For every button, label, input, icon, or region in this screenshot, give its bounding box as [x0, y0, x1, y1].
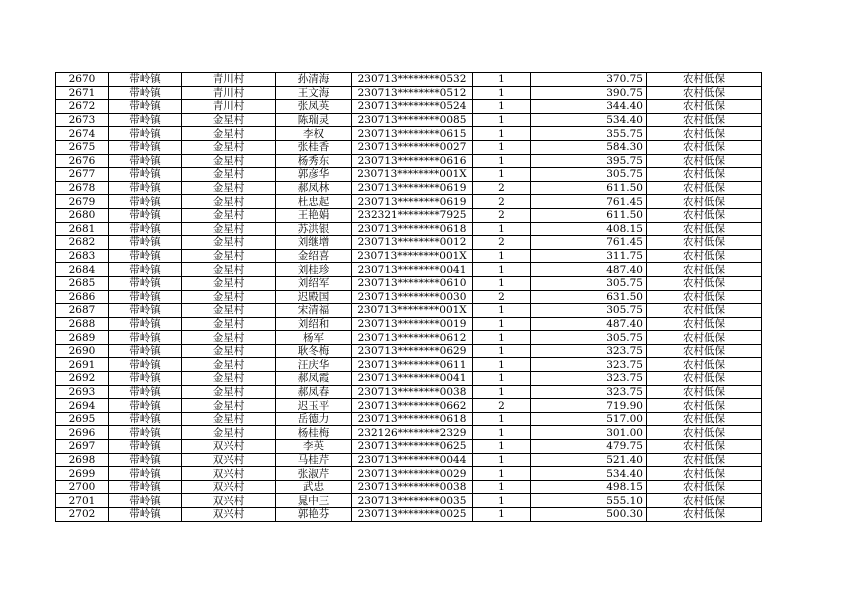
village-cell: 金星村 — [182, 236, 276, 250]
village-cell: 青川村 — [182, 73, 276, 87]
row-number-cell: 2681 — [56, 222, 109, 236]
town-cell: 带岭镇 — [109, 73, 182, 87]
household-count-cell: 1 — [473, 140, 531, 154]
assistance-type-cell: 农村低保 — [647, 508, 762, 522]
id-number-cell: 230713********001X — [352, 168, 473, 182]
person-name-cell: 王艳娟 — [276, 208, 352, 222]
table-row — [56, 100, 762, 114]
household-count-cell: 1 — [473, 344, 531, 358]
village-cell: 双兴村 — [182, 494, 276, 508]
village-cell: 金星村 — [182, 331, 276, 345]
row-number-cell: 2699 — [56, 467, 109, 481]
row-number-cell: 2687 — [56, 304, 109, 318]
person-name-cell: 耿冬梅 — [276, 344, 352, 358]
id-number-cell: 230713********0611 — [352, 358, 473, 372]
household-count-cell: 1 — [473, 317, 531, 331]
row-number-cell: 2678 — [56, 181, 109, 195]
village-cell: 金星村 — [182, 222, 276, 236]
table-row — [56, 290, 762, 304]
table-row — [56, 304, 762, 318]
amount-cell: 555.10 — [531, 494, 647, 508]
household-count-cell: 1 — [473, 358, 531, 372]
id-number-cell: 230713********0512 — [352, 86, 473, 100]
amount-cell: 498.15 — [531, 480, 647, 494]
id-number-cell: 230713********0615 — [352, 127, 473, 141]
household-count-cell: 1 — [473, 453, 531, 467]
household-count-cell: 2 — [473, 208, 531, 222]
household-count-cell: 1 — [473, 440, 531, 454]
id-number-cell: 230713********0019 — [352, 317, 473, 331]
household-count-cell: 1 — [473, 100, 531, 114]
amount-cell: 323.75 — [531, 358, 647, 372]
household-count-cell: 2 — [473, 236, 531, 250]
table-row — [56, 372, 762, 386]
town-cell: 带岭镇 — [109, 168, 182, 182]
assistance-type-cell: 农村低保 — [647, 208, 762, 222]
table-row — [56, 222, 762, 236]
table-row — [56, 494, 762, 508]
town-cell: 带岭镇 — [109, 344, 182, 358]
village-cell: 金星村 — [182, 181, 276, 195]
village-cell: 金星村 — [182, 290, 276, 304]
table-row — [56, 140, 762, 154]
household-count-cell: 1 — [473, 276, 531, 290]
person-name-cell: 迟玉平 — [276, 399, 352, 413]
id-number-cell: 230713********0618 — [352, 222, 473, 236]
village-cell: 青川村 — [182, 86, 276, 100]
assistance-type-cell: 农村低保 — [647, 399, 762, 413]
person-name-cell: 杨桂梅 — [276, 426, 352, 440]
table-row — [56, 317, 762, 331]
row-number-cell: 2679 — [56, 195, 109, 209]
town-cell: 带岭镇 — [109, 113, 182, 127]
person-name-cell: 宋清福 — [276, 304, 352, 318]
household-count-cell: 1 — [473, 331, 531, 345]
village-cell: 金星村 — [182, 344, 276, 358]
assistance-type-cell: 农村低保 — [647, 331, 762, 345]
village-cell: 金星村 — [182, 399, 276, 413]
village-cell: 金星村 — [182, 317, 276, 331]
person-name-cell: 李权 — [276, 127, 352, 141]
assistance-type-cell: 农村低保 — [647, 236, 762, 250]
assistance-type-cell: 农村低保 — [647, 154, 762, 168]
person-name-cell: 郝凤霞 — [276, 372, 352, 386]
table-row — [56, 453, 762, 467]
village-cell: 金星村 — [182, 263, 276, 277]
assistance-type-cell: 农村低保 — [647, 86, 762, 100]
assistance-type-cell: 农村低保 — [647, 195, 762, 209]
amount-cell: 479.75 — [531, 440, 647, 454]
assistance-type-cell: 农村低保 — [647, 113, 762, 127]
table-row — [56, 208, 762, 222]
table-row — [56, 331, 762, 345]
town-cell: 带岭镇 — [109, 453, 182, 467]
village-cell: 金星村 — [182, 412, 276, 426]
amount-cell: 395.75 — [531, 154, 647, 168]
household-count-cell: 1 — [473, 168, 531, 182]
town-cell: 带岭镇 — [109, 86, 182, 100]
town-cell: 带岭镇 — [109, 440, 182, 454]
household-count-cell: 1 — [473, 304, 531, 318]
assistance-type-cell: 农村低保 — [647, 263, 762, 277]
row-number-cell: 2700 — [56, 480, 109, 494]
amount-cell: 487.40 — [531, 317, 647, 331]
row-number-cell: 2671 — [56, 86, 109, 100]
row-number-cell: 2696 — [56, 426, 109, 440]
row-number-cell: 2682 — [56, 236, 109, 250]
village-cell: 双兴村 — [182, 480, 276, 494]
person-name-cell: 晁中三 — [276, 494, 352, 508]
household-count-cell: 2 — [473, 195, 531, 209]
table-row — [56, 113, 762, 127]
table-row — [56, 168, 762, 182]
town-cell: 带岭镇 — [109, 467, 182, 481]
table-row — [56, 236, 762, 250]
amount-cell: 301.00 — [531, 426, 647, 440]
village-cell: 金星村 — [182, 276, 276, 290]
id-number-cell: 230713********0662 — [352, 399, 473, 413]
table-row — [56, 467, 762, 481]
household-count-cell: 1 — [473, 508, 531, 522]
town-cell: 带岭镇 — [109, 399, 182, 413]
household-count-cell: 1 — [473, 412, 531, 426]
amount-cell: 305.75 — [531, 331, 647, 345]
amount-cell: 408.15 — [531, 222, 647, 236]
amount-cell: 487.40 — [531, 263, 647, 277]
person-name-cell: 张桂香 — [276, 140, 352, 154]
id-number-cell: 230713********0619 — [352, 181, 473, 195]
table-row — [56, 276, 762, 290]
table-row — [56, 195, 762, 209]
household-count-cell: 2 — [473, 181, 531, 195]
person-name-cell: 刘绍军 — [276, 276, 352, 290]
assistance-type-cell: 农村低保 — [647, 140, 762, 154]
id-number-cell: 230713********0618 — [352, 412, 473, 426]
town-cell: 带岭镇 — [109, 426, 182, 440]
row-number-cell: 2673 — [56, 113, 109, 127]
person-name-cell: 武忠 — [276, 480, 352, 494]
village-cell: 金星村 — [182, 426, 276, 440]
assistance-type-cell: 农村低保 — [647, 304, 762, 318]
amount-cell: 390.75 — [531, 86, 647, 100]
household-count-cell: 1 — [473, 222, 531, 236]
assistance-type-cell: 农村低保 — [647, 372, 762, 386]
household-count-cell: 1 — [473, 113, 531, 127]
table-row — [56, 508, 762, 522]
id-number-cell: 230713********0030 — [352, 290, 473, 304]
village-cell: 金星村 — [182, 304, 276, 318]
town-cell: 带岭镇 — [109, 317, 182, 331]
household-count-cell: 1 — [473, 263, 531, 277]
amount-cell: 611.50 — [531, 181, 647, 195]
assistance-type-cell: 农村低保 — [647, 344, 762, 358]
table-row — [56, 480, 762, 494]
row-number-cell: 2688 — [56, 317, 109, 331]
assistance-type-cell: 农村低保 — [647, 385, 762, 399]
amount-cell: 323.75 — [531, 344, 647, 358]
village-cell: 金星村 — [182, 168, 276, 182]
id-number-cell: 232321********7925 — [352, 208, 473, 222]
row-number-cell: 2686 — [56, 290, 109, 304]
assistance-type-cell: 农村低保 — [647, 453, 762, 467]
row-number-cell: 2676 — [56, 154, 109, 168]
assistance-type-cell: 农村低保 — [647, 412, 762, 426]
town-cell: 带岭镇 — [109, 494, 182, 508]
row-number-cell: 2691 — [56, 358, 109, 372]
town-cell: 带岭镇 — [109, 372, 182, 386]
assistance-type-cell: 农村低保 — [647, 426, 762, 440]
table-row — [56, 263, 762, 277]
town-cell: 带岭镇 — [109, 208, 182, 222]
id-number-cell: 230713********0038 — [352, 385, 473, 399]
town-cell: 带岭镇 — [109, 412, 182, 426]
amount-cell: 355.75 — [531, 127, 647, 141]
table-row — [56, 385, 762, 399]
village-cell: 青川村 — [182, 100, 276, 114]
row-number-cell: 2675 — [56, 140, 109, 154]
id-number-cell: 230713********0524 — [352, 100, 473, 114]
person-name-cell: 苏洪银 — [276, 222, 352, 236]
town-cell: 带岭镇 — [109, 154, 182, 168]
assistance-type-cell: 农村低保 — [647, 480, 762, 494]
person-name-cell: 郝凤春 — [276, 385, 352, 399]
assistance-type-cell: 农村低保 — [647, 276, 762, 290]
household-count-cell: 1 — [473, 426, 531, 440]
household-count-cell: 1 — [473, 127, 531, 141]
id-number-cell: 230713********0616 — [352, 154, 473, 168]
town-cell: 带岭镇 — [109, 508, 182, 522]
id-number-cell: 230713********0619 — [352, 195, 473, 209]
town-cell: 带岭镇 — [109, 140, 182, 154]
village-cell: 金星村 — [182, 208, 276, 222]
household-count-cell: 1 — [473, 385, 531, 399]
id-number-cell: 230713********0532 — [352, 73, 473, 87]
village-cell: 金星村 — [182, 372, 276, 386]
town-cell: 带岭镇 — [109, 249, 182, 263]
assistance-type-cell: 农村低保 — [647, 467, 762, 481]
town-cell: 带岭镇 — [109, 276, 182, 290]
town-cell: 带岭镇 — [109, 181, 182, 195]
row-number-cell: 2685 — [56, 276, 109, 290]
amount-cell: 500.30 — [531, 508, 647, 522]
person-name-cell: 汪庆华 — [276, 358, 352, 372]
row-number-cell: 2698 — [56, 453, 109, 467]
row-number-cell: 2690 — [56, 344, 109, 358]
village-cell: 双兴村 — [182, 508, 276, 522]
id-number-cell: 230713********0041 — [352, 372, 473, 386]
id-number-cell: 230713********0029 — [352, 467, 473, 481]
town-cell: 带岭镇 — [109, 480, 182, 494]
id-number-cell: 230713********001X — [352, 304, 473, 318]
row-number-cell: 2702 — [56, 508, 109, 522]
person-name-cell: 杜忠起 — [276, 195, 352, 209]
table-row — [56, 412, 762, 426]
row-number-cell: 2689 — [56, 331, 109, 345]
amount-cell: 344.40 — [531, 100, 647, 114]
town-cell: 带岭镇 — [109, 236, 182, 250]
town-cell: 带岭镇 — [109, 100, 182, 114]
assistance-type-cell: 农村低保 — [647, 127, 762, 141]
table-row — [56, 344, 762, 358]
assistance-type-cell: 农村低保 — [647, 222, 762, 236]
amount-cell: 323.75 — [531, 385, 647, 399]
table-row — [56, 249, 762, 263]
row-number-cell: 2693 — [56, 385, 109, 399]
town-cell: 带岭镇 — [109, 263, 182, 277]
person-name-cell: 马桂芹 — [276, 453, 352, 467]
household-count-cell: 1 — [473, 494, 531, 508]
row-number-cell: 2697 — [56, 440, 109, 454]
table-row — [56, 426, 762, 440]
person-name-cell: 郭艳芬 — [276, 508, 352, 522]
person-name-cell: 岳德力 — [276, 412, 352, 426]
town-cell: 带岭镇 — [109, 358, 182, 372]
assistance-type-cell: 农村低保 — [647, 440, 762, 454]
household-count-cell: 1 — [473, 154, 531, 168]
amount-cell: 323.75 — [531, 372, 647, 386]
row-number-cell: 2684 — [56, 263, 109, 277]
household-count-cell: 1 — [473, 73, 531, 87]
relief-roster-table — [55, 72, 762, 522]
town-cell: 带岭镇 — [109, 331, 182, 345]
id-number-cell: 230713********0025 — [352, 508, 473, 522]
amount-cell: 521.40 — [531, 453, 647, 467]
amount-cell: 370.75 — [531, 73, 647, 87]
row-number-cell: 2695 — [56, 412, 109, 426]
assistance-type-cell: 农村低保 — [647, 494, 762, 508]
person-name-cell: 杨军 — [276, 331, 352, 345]
table-row — [56, 86, 762, 100]
town-cell: 带岭镇 — [109, 385, 182, 399]
household-count-cell: 1 — [473, 467, 531, 481]
table-body — [56, 73, 762, 522]
person-name-cell: 刘绍和 — [276, 317, 352, 331]
assistance-type-cell: 农村低保 — [647, 317, 762, 331]
village-cell: 金星村 — [182, 140, 276, 154]
town-cell: 带岭镇 — [109, 304, 182, 318]
amount-cell: 305.75 — [531, 168, 647, 182]
amount-cell: 631.50 — [531, 290, 647, 304]
town-cell: 带岭镇 — [109, 195, 182, 209]
table-row — [56, 181, 762, 195]
assistance-type-cell: 农村低保 — [647, 290, 762, 304]
person-name-cell: 孙清海 — [276, 73, 352, 87]
household-count-cell: 1 — [473, 480, 531, 494]
assistance-type-cell: 农村低保 — [647, 181, 762, 195]
row-number-cell: 2672 — [56, 100, 109, 114]
amount-cell: 719.90 — [531, 399, 647, 413]
row-number-cell: 2692 — [56, 372, 109, 386]
table-row — [56, 440, 762, 454]
row-number-cell: 2683 — [56, 249, 109, 263]
village-cell: 双兴村 — [182, 467, 276, 481]
assistance-type-cell: 农村低保 — [647, 249, 762, 263]
table-row — [56, 154, 762, 168]
person-name-cell: 刘继增 — [276, 236, 352, 250]
table-row — [56, 127, 762, 141]
village-cell: 金星村 — [182, 113, 276, 127]
id-number-cell: 230713********0038 — [352, 480, 473, 494]
id-number-cell: 230713********0610 — [352, 276, 473, 290]
village-cell: 金星村 — [182, 358, 276, 372]
table-row — [56, 358, 762, 372]
amount-cell: 611.50 — [531, 208, 647, 222]
id-number-cell: 230713********0612 — [352, 331, 473, 345]
table-row — [56, 73, 762, 87]
village-cell: 双兴村 — [182, 453, 276, 467]
row-number-cell: 2701 — [56, 494, 109, 508]
amount-cell: 534.40 — [531, 467, 647, 481]
person-name-cell: 李英 — [276, 440, 352, 454]
id-number-cell: 230713********001X — [352, 249, 473, 263]
town-cell: 带岭镇 — [109, 290, 182, 304]
person-name-cell: 张凤英 — [276, 100, 352, 114]
row-number-cell: 2694 — [56, 399, 109, 413]
town-cell: 带岭镇 — [109, 127, 182, 141]
amount-cell: 517.00 — [531, 412, 647, 426]
person-name-cell: 金绍喜 — [276, 249, 352, 263]
village-cell: 金星村 — [182, 249, 276, 263]
amount-cell: 305.75 — [531, 276, 647, 290]
amount-cell: 305.75 — [531, 304, 647, 318]
village-cell: 金星村 — [182, 385, 276, 399]
person-name-cell: 王文海 — [276, 86, 352, 100]
assistance-type-cell: 农村低保 — [647, 168, 762, 182]
id-number-cell: 232126********2329 — [352, 426, 473, 440]
person-name-cell: 迟殿国 — [276, 290, 352, 304]
table-row — [56, 399, 762, 413]
person-name-cell: 张淑芹 — [276, 467, 352, 481]
id-number-cell: 230713********0629 — [352, 344, 473, 358]
household-count-cell: 1 — [473, 249, 531, 263]
village-cell: 双兴村 — [182, 440, 276, 454]
id-number-cell: 230713********0041 — [352, 263, 473, 277]
id-number-cell: 230713********0085 — [352, 113, 473, 127]
amount-cell: 534.40 — [531, 113, 647, 127]
person-name-cell: 陈瑞灵 — [276, 113, 352, 127]
household-count-cell: 2 — [473, 399, 531, 413]
assistance-type-cell: 农村低保 — [647, 73, 762, 87]
amount-cell: 761.45 — [531, 236, 647, 250]
id-number-cell: 230713********0012 — [352, 236, 473, 250]
assistance-type-cell: 农村低保 — [647, 358, 762, 372]
assistance-type-cell: 农村低保 — [647, 100, 762, 114]
household-count-cell: 1 — [473, 372, 531, 386]
person-name-cell: 郝凤林 — [276, 181, 352, 195]
household-count-cell: 1 — [473, 86, 531, 100]
row-number-cell: 2680 — [56, 208, 109, 222]
amount-cell: 761.45 — [531, 195, 647, 209]
row-number-cell: 2674 — [56, 127, 109, 141]
row-number-cell: 2677 — [56, 168, 109, 182]
village-cell: 金星村 — [182, 127, 276, 141]
id-number-cell: 230713********0625 — [352, 440, 473, 454]
person-name-cell: 郭彦华 — [276, 168, 352, 182]
amount-cell: 584.30 — [531, 140, 647, 154]
town-cell: 带岭镇 — [109, 222, 182, 236]
id-number-cell: 230713********0027 — [352, 140, 473, 154]
person-name-cell: 刘桂珍 — [276, 263, 352, 277]
id-number-cell: 230713********0035 — [352, 494, 473, 508]
person-name-cell: 杨秀东 — [276, 154, 352, 168]
village-cell: 金星村 — [182, 195, 276, 209]
village-cell: 金星村 — [182, 154, 276, 168]
amount-cell: 311.75 — [531, 249, 647, 263]
row-number-cell: 2670 — [56, 73, 109, 87]
household-count-cell: 2 — [473, 290, 531, 304]
id-number-cell: 230713********0044 — [352, 453, 473, 467]
